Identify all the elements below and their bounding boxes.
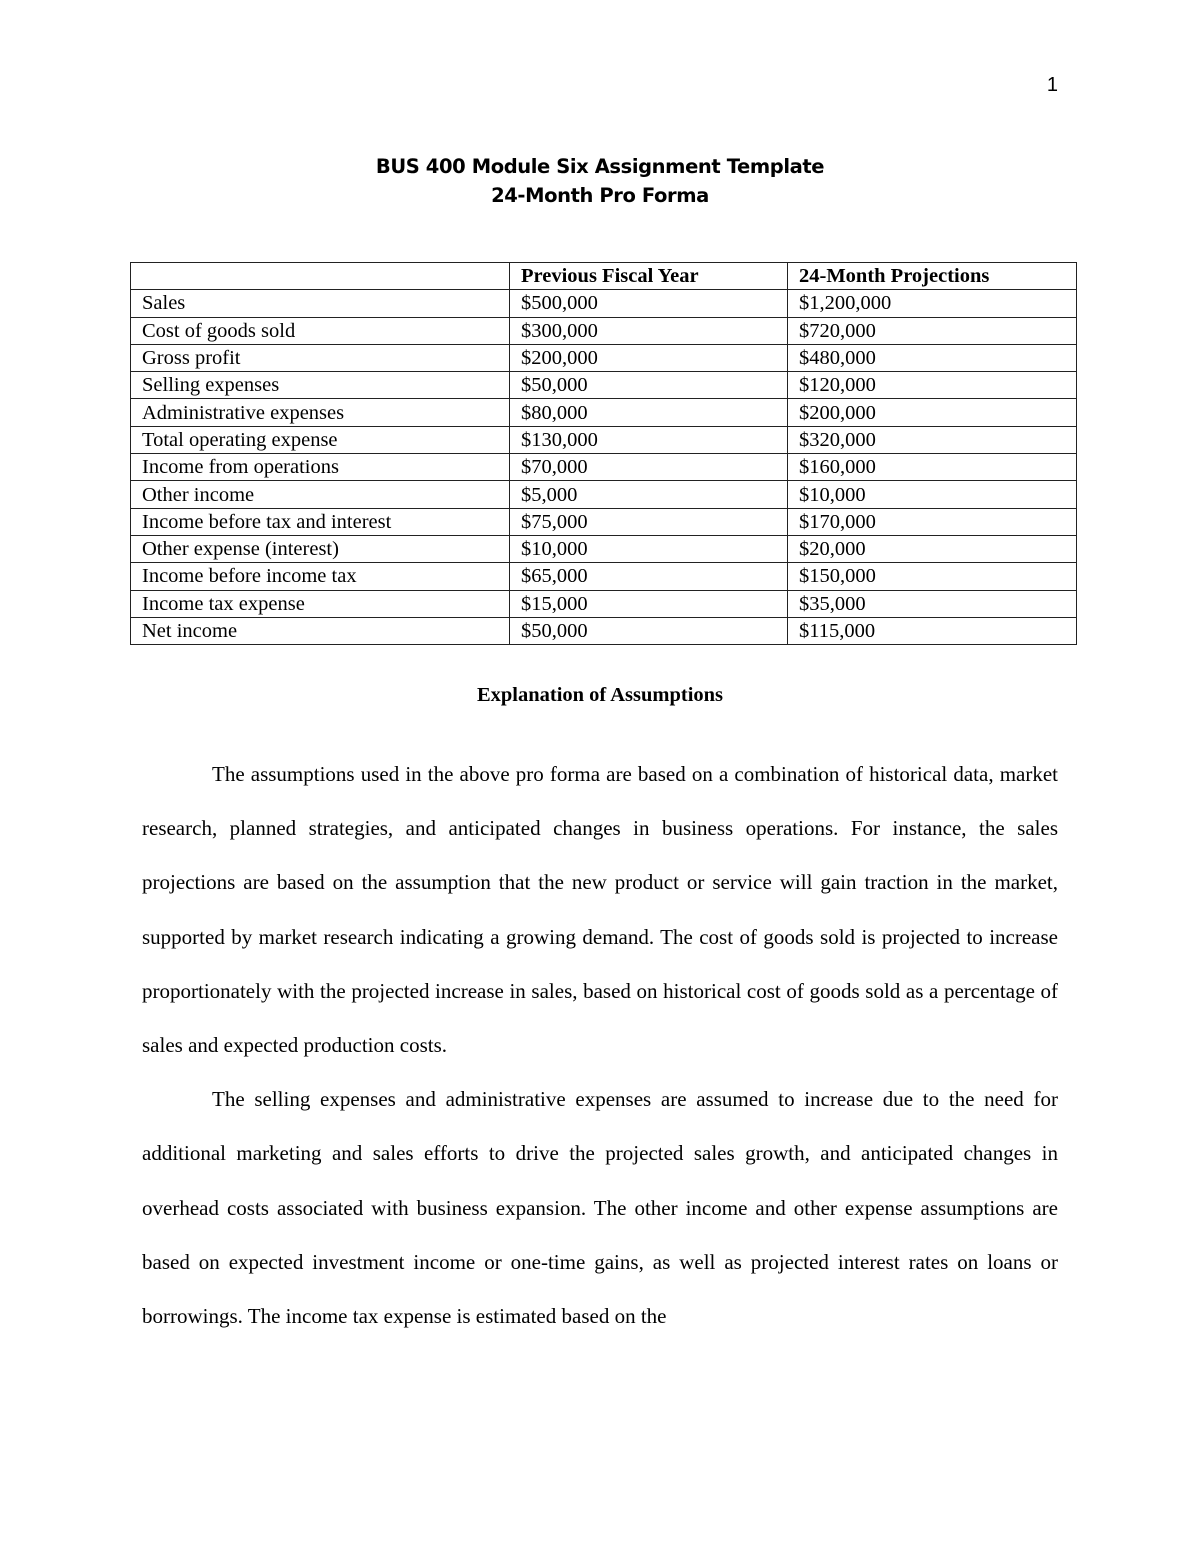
24-month-projection-cell: $1,200,000 xyxy=(788,290,1077,317)
table-row xyxy=(131,481,1077,508)
24-month-projection-cell: $720,000 xyxy=(788,317,1077,344)
page-number: 1 xyxy=(1046,74,1058,96)
row-label-cell: Other expense (interest) xyxy=(131,535,510,562)
document-subtitle: 24-Month Pro Forma xyxy=(491,184,709,207)
table-row xyxy=(131,454,1077,481)
assumptions-body xyxy=(142,747,1058,1343)
previous-fiscal-year-cell: $500,000 xyxy=(510,290,788,317)
24-month-projection-cell: $20,000 xyxy=(788,535,1077,562)
header-label-cell xyxy=(131,263,510,290)
header-previous-fiscal-year: Previous Fiscal Year xyxy=(510,263,788,290)
24-month-projection-cell: $35,000 xyxy=(788,590,1077,617)
table-row xyxy=(131,399,1077,426)
row-label-cell: Administrative expenses xyxy=(131,399,510,426)
table-row xyxy=(131,426,1077,453)
24-month-projection-cell: $480,000 xyxy=(788,344,1077,371)
24-month-projection-cell: $320,000 xyxy=(788,426,1077,453)
previous-fiscal-year-cell: $70,000 xyxy=(510,454,788,481)
row-label-cell: Income from operations xyxy=(131,454,510,481)
header-24-month-projections: 24-Month Projections xyxy=(788,263,1077,290)
table-body xyxy=(131,290,1077,645)
24-month-projection-cell: $200,000 xyxy=(788,399,1077,426)
24-month-projection-cell: $10,000 xyxy=(788,481,1077,508)
table-row xyxy=(131,617,1077,644)
table-header-row xyxy=(131,263,1077,290)
previous-fiscal-year-cell: $75,000 xyxy=(510,508,788,535)
table-row xyxy=(131,563,1077,590)
row-label-cell: Total operating expense xyxy=(131,426,510,453)
table-row xyxy=(131,372,1077,399)
table-row xyxy=(131,535,1077,562)
24-month-projection-cell: $170,000 xyxy=(788,508,1077,535)
previous-fiscal-year-cell: $130,000 xyxy=(510,426,788,453)
table-row xyxy=(131,290,1077,317)
document-title: BUS 400 Module Six Assignment Template xyxy=(375,155,825,178)
assumptions-paragraph-1: The assumptions used in the above pro forma are based on a combination of historical data, market research, planned strategies, and anticipated changes in business operations. For instance, the sales projections are based on the assumption that the new product or service will gain traction in the market, supported by market research indicating a growing demand. The cost of goods sold is projected to increase proportionately with the projected increase in sales, based on historical cost of goods sold as a percentage of sales and expected production costs. xyxy=(142,762,1058,1058)
24-month-projection-cell: $160,000 xyxy=(788,454,1077,481)
24-month-projection-cell: $115,000 xyxy=(788,617,1077,644)
table-row xyxy=(131,317,1077,344)
pro-forma-table xyxy=(130,262,1077,645)
previous-fiscal-year-cell: $65,000 xyxy=(510,563,788,590)
table-row xyxy=(131,590,1077,617)
row-label-cell: Income before tax and interest xyxy=(131,508,510,535)
previous-fiscal-year-cell: $80,000 xyxy=(510,399,788,426)
row-label-cell: Cost of goods sold xyxy=(131,317,510,344)
24-month-projection-cell: $120,000 xyxy=(788,372,1077,399)
assumptions-paragraph-2: The selling expenses and administrative expenses are assumed to increase due to the need for additional marketing and sales efforts to drive the projected sales growth, and anticipated changes in overhead costs associated with business expansion. The other income and other expense assumptions are based on expected investment income or one-time gains, as well as projected interest rates on loans or borrowings. The income tax expense is estimated based on the xyxy=(142,1087,1058,1329)
previous-fiscal-year-cell: $300,000 xyxy=(510,317,788,344)
previous-fiscal-year-cell: $15,000 xyxy=(510,590,788,617)
row-label-cell: Income before income tax xyxy=(131,563,510,590)
row-label-cell: Sales xyxy=(131,290,510,317)
previous-fiscal-year-cell: $10,000 xyxy=(510,535,788,562)
row-label-cell: Gross profit xyxy=(131,344,510,371)
assumptions-heading: Explanation of Assumptions xyxy=(476,684,724,706)
row-label-cell: Net income xyxy=(131,617,510,644)
previous-fiscal-year-cell: $200,000 xyxy=(510,344,788,371)
table-row xyxy=(131,508,1077,535)
title-block xyxy=(0,152,1200,210)
table-row xyxy=(131,344,1077,371)
previous-fiscal-year-cell: $50,000 xyxy=(510,372,788,399)
row-label-cell: Income tax expense xyxy=(131,590,510,617)
previous-fiscal-year-cell: $50,000 xyxy=(510,617,788,644)
row-label-cell: Other income xyxy=(131,481,510,508)
previous-fiscal-year-cell: $5,000 xyxy=(510,481,788,508)
row-label-cell: Selling expenses xyxy=(131,372,510,399)
24-month-projection-cell: $150,000 xyxy=(788,563,1077,590)
